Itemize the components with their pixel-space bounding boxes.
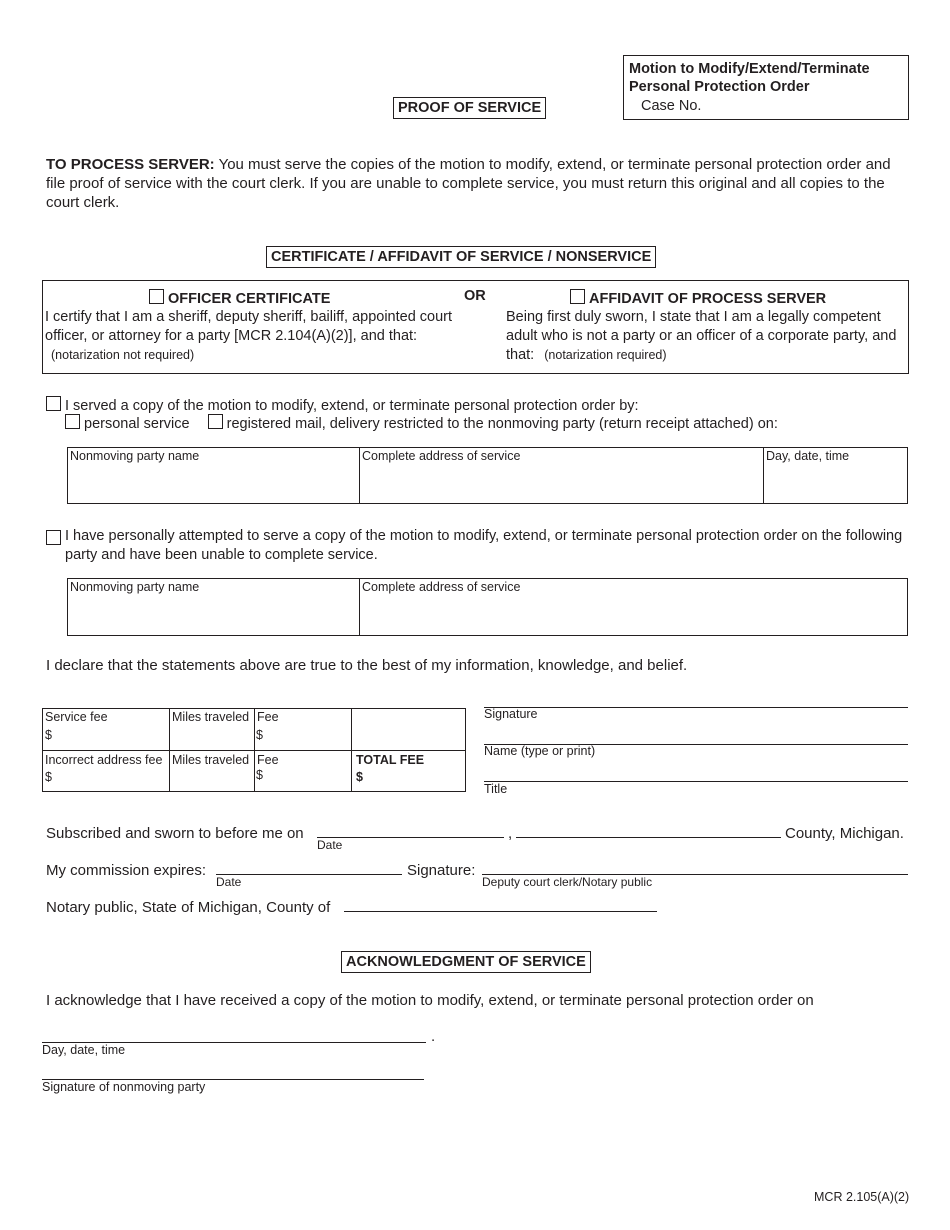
miles-fee-dollar: $ [256,728,263,742]
miles-traveled2-field[interactable] [169,750,255,792]
subscribed-date-line[interactable] [317,837,504,838]
total-fee-label: TOTAL FEE [356,753,425,767]
signature-top-line [484,707,908,708]
miles-traveled-label: Miles traveled [172,710,250,724]
acknowledgment-heading: ACKNOWLEDGMENT OF SERVICE [341,951,591,973]
case-title-line1: Motion to Modify/Extend/Terminate [629,61,870,77]
personal-service-checkbox[interactable] [65,414,80,429]
served-statement [46,396,639,416]
certificate-heading: CERTIFICATE / AFFIDAVIT OF SERVICE / NONSERVICE [266,246,656,268]
notary-signature-label: Signature: [407,862,476,879]
total-fee-field[interactable] [351,750,466,792]
commission-date-line[interactable] [216,874,402,875]
affidavit-checkbox[interactable] [570,289,585,304]
notary-county-text: Notary public, State of Michigan, County of [46,899,331,916]
subscribed-county-line[interactable] [516,837,781,838]
instructions-lead: TO PROCESS SERVER: [46,156,215,173]
service-fee-field[interactable] [42,708,170,751]
served-address-label: Complete address of service [362,449,521,463]
miles-fee-field[interactable] [254,708,352,751]
miles-fee2-field[interactable] [254,750,352,792]
case-info-box [623,55,909,120]
officer-certificate-checkbox[interactable] [149,289,164,304]
county-michigan-label: County, Michigan. [785,825,904,842]
or-label: OR [464,288,486,304]
attempted-statement [46,527,912,565]
served-datetime-field[interactable] [763,447,908,504]
title-label: Title [484,782,508,796]
page-title: PROOF OF SERVICE [393,97,546,119]
officer-text: I certify that I am a sheriff, deputy sheriff, bailiff, appointed court officer, or attorney for a party [MCR 2.104(A)(2)], and that: [45,309,453,344]
personal-service-label: personal service [84,416,190,432]
served-text: I served a copy of the motion to modify, extend, or terminate personal protection order by: [65,398,639,414]
affidavit-body: Being first duly sworn, I state that I am a legally competent adult who is not a party or an officer of a corporate party, and that: [506,309,897,363]
acknowledgment-date-label: Day, date, time [42,1043,126,1057]
officer-note: (notarization not required) [51,348,195,362]
attempted-address-field[interactable] [359,578,908,636]
signature-label: Signature [484,707,538,721]
miles-traveled-field[interactable] [169,708,255,751]
instructions-text: You must serve the copies of the motion to modify, extend, or terminate personal protection order and file proof of service with the court clerk. If you are unable to complete service, you must return this original and all copies to the court clerk. [46,156,891,211]
service-fee-label: Service fee [45,710,108,724]
incorrect-address-dollar: $ [45,770,52,784]
registered-mail-label: registered mail, delivery restricted to the nonmoving party (return receipt attached) on: [226,416,778,432]
declaration: I declare that the statements above are true to the best of my information, knowledge, and belief. [46,657,688,674]
court-rule-reference: MCR 2.105(A)(2) [814,1190,910,1204]
acknowledgment-period: . [431,1028,436,1045]
served-address-field[interactable] [359,447,764,504]
affidavit-title [570,289,826,309]
officer-certificate-title [149,289,330,309]
case-title-line2: Personal Protection Order [629,79,810,95]
affidavit-note: (notarization required) [544,348,667,362]
served-datetime-label: Day, date, time [766,449,850,463]
name-label: Name (type or print) [484,744,596,758]
fee-blank-cell [351,708,466,751]
attempted-address-label: Complete address of service [362,580,521,594]
subscribed-date-label: Date [317,838,343,852]
commission-expires-label: My commission expires: [46,862,207,879]
incorrect-address-fee-field[interactable] [42,750,170,792]
subscribed-text: Subscribed and sworn to before me on [46,825,304,842]
acknowledgment-text: I acknowledge that I have received a copy of the motion to modify, extend, or terminate personal protection order on [46,992,814,1009]
miles-fee-label: Fee [257,710,279,724]
certificate-box [42,280,909,374]
served-checkbox[interactable] [46,396,61,411]
process-server-instructions [46,155,912,212]
attempted-name-label: Nonmoving party name [70,580,200,594]
miles-fee2-label: Fee [257,753,279,767]
attempted-checkbox[interactable] [46,530,61,545]
officer-certificate-text [45,308,453,365]
notary-county-line[interactable] [344,911,657,912]
registered-mail-checkbox[interactable] [208,414,223,429]
commission-date-label: Date [216,875,242,889]
case-no-label: Case No. [641,98,702,114]
attempted-text: I have personally attempted to serve a copy of the motion to modify, extend, or terminate personal protection order on the following party and have been unable to complete service. [65,528,903,563]
miles-traveled2-label: Miles traveled [172,753,250,767]
served-name-field[interactable] [67,447,360,504]
affidavit-label: AFFIDAVIT OF PROCESS SERVER [589,291,827,307]
service-method-options [65,414,778,434]
total-fee-dollar: $ [356,770,363,784]
title-line[interactable] [484,781,908,782]
officer-certificate-label: OFFICER CERTIFICATE [168,291,331,307]
served-name-label: Nonmoving party name [70,449,200,463]
deputy-notary-label: Deputy court clerk/Notary public [482,875,653,889]
affidavit-text [506,308,908,365]
service-fee-dollar: $ [45,728,52,742]
attempted-name-field[interactable] [67,578,360,636]
incorrect-address-fee-label: Incorrect address fee [45,753,163,767]
miles-fee2-dollar: $ [256,768,263,782]
nonmoving-signature-label: Signature of nonmoving party [42,1080,206,1094]
subscribed-comma: , [508,825,513,842]
